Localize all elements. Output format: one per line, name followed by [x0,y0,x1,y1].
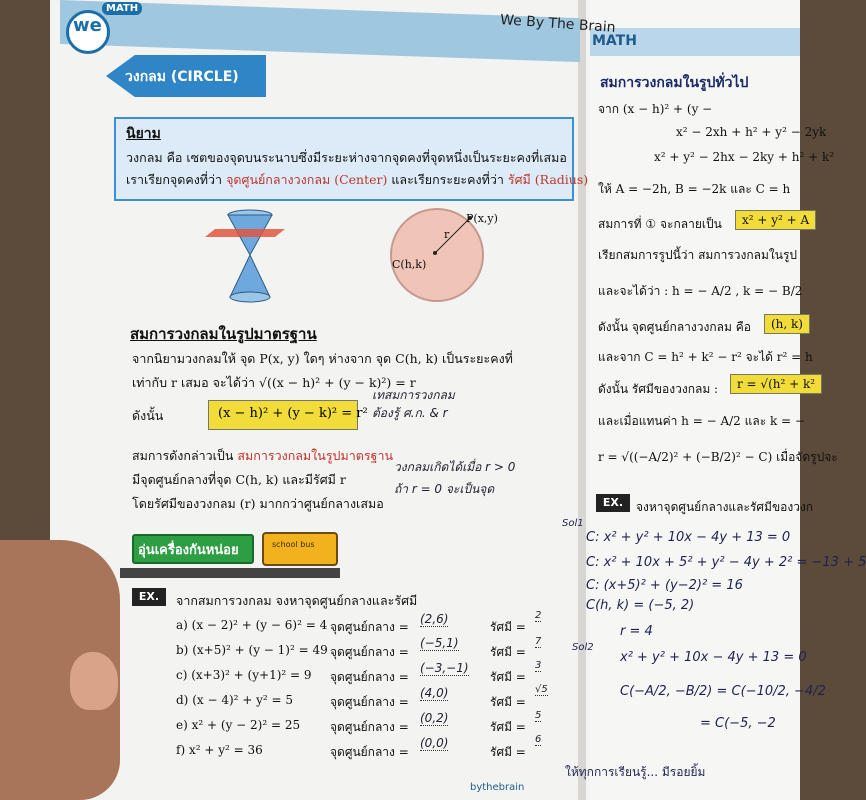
standard-form-line-1: จากนิยามวงกลมให้ จุด P(x, y) ใดๆ ห่างจาก จุด C(h, k) เป็นระยะคงที่ [132,351,513,366]
handwritten-work: C(−A/2, −B/2) = C(−10/2, −4/2 [620,684,826,699]
definition-radius-term: รัศมี (Radius) [507,172,589,187]
exercise-item: d) (x − 4)² + y² = 5 [176,693,294,707]
standard-note-1 [132,446,393,466]
handwritten-note-2: ต้องรู้ ศ.ก. & r [372,406,448,420]
standard-note-1b: สมการวงกลมในรูปมาตรฐาน [237,448,394,463]
radius-answer: 6 [535,734,542,745]
radius-answer: 2 [535,610,542,621]
center-field-label: จุดศูนย์กลาง = [330,720,409,734]
exercise-item: f) x² + y² = 36 [176,743,263,757]
warmup-label: อุ่นเครื่องกันหน่อย [138,543,239,558]
hand-margin: Sol1 [562,518,584,529]
radius-field-label: รัศมี = [490,695,526,709]
general-form-title: สมการวงกลมในรูปทั่วไป [600,75,749,91]
definition-center-term: จุดศูนย์กลางวงกลม (Center) [226,172,388,187]
general-form-line: r = √((−A/2)² + (−B/2)² − C) เมื่อจัดรูปจะ [598,450,838,464]
center-field-label: จุดศูนย์กลาง = [330,645,409,659]
general-form-box: x² + y² + A [735,210,816,230]
radius-field-label: รัศมี = [490,645,526,659]
double-cone-figure [205,205,295,305]
standard-form-line-2: เท่ากับ r เสมอ จะได้ว่า √((x − h)² + (y − k)²) = r [132,375,416,390]
general-form-line: ให้ A = −2h, B = −2k และ C = h [598,182,791,196]
radius-answer: 3 [535,660,542,671]
right-page-tag: MATH [592,33,637,49]
radius-box: r = √(h² + k² [730,374,822,394]
handwritten-work: C(h, k) = (−5, 2) [586,598,695,613]
school-bus-icon [262,532,338,566]
center-label: C(h,k) [392,258,427,271]
radius-field-label: รัศมี = [490,720,526,734]
right-footer: ให้ทุกการเรียนรู้... มีรอยยิ้ม [565,765,706,779]
section-banner-text: วงกลม (CIRCLE) [125,69,239,85]
exercise-item: c) (x+3)² + (y+1)² = 9 [176,668,312,682]
center-answer: (0,0) [420,736,449,750]
exercise-prompt: จากสมการวงกลม จงหาจุดศูนย์กลางและรัศมี [176,593,418,608]
general-form-line: x² + y² − 2hx − 2ky + h² + k² [654,150,835,164]
general-form-line: และจาก C = h² + k² − r² จะได้ r² = h [598,350,813,364]
center-answer: (4,0) [420,686,449,700]
general-form-line: ดังนั้น รัศมีของวงกลม : [598,382,719,396]
standard-note-1a: สมการดังกล่าวเป็น [132,448,234,463]
radius-answer: 7 [535,636,542,647]
center-answer: (0,2) [420,711,449,725]
general-form-line: สมการที่ ① จะกลายเป็น [598,217,722,231]
definition-line-1: วงกลม คือ เซตของจุดบนระนาบซึ่งมีระยะห่างจากจุดคงที่จุดหนึ่งเป็นระยะคงที่เสมอ [126,150,567,165]
road-graphic [120,568,340,578]
general-form-line: และจะได้ว่า : h = − A/2 , k = − B/2 [598,284,803,298]
book-spine [578,0,586,800]
exercise-badge: EX. [132,588,166,606]
definition-text-b: และเรียกระยะคงที่ว่า [391,172,504,187]
handwritten-work: = C(−5, −2 [700,716,776,731]
radius-field-label: รัศมี = [490,745,526,759]
bus-text: school bus [272,540,315,549]
standard-form-title: สมการวงกลมในรูปมาตรฐาน [130,325,317,343]
general-form-line: และเมื่อแทนค่า h = − A/2 และ k = − [598,414,805,428]
center-answer: (−3,−1) [420,661,469,675]
brand-logo-tag: MATH [102,2,142,15]
right-exercise-badge: EX. [596,494,630,512]
standard-note-2: มีจุดศูนย์กลางที่จุด C(h, k) และมีรัศมี r [132,472,346,487]
exercise-item: e) x² + (y − 2)² = 25 [176,718,301,732]
general-form-line: x² − 2xh + h² + y² − 2yk [676,125,827,139]
radius-field-label: รัศมี = [490,670,526,684]
radius-answer: 5 [535,710,542,721]
thumb-nail [70,652,118,710]
brand-logo-text: we [73,15,102,36]
definition-text-a: เราเรียกจุดคงที่ว่า [126,172,223,187]
definition-line-2 [126,170,588,190]
handwritten-note-3: วงกลมเกิดได้เมื่อ r > 0 [394,460,516,474]
definition-title: นิยาม [126,126,161,142]
exercise-item: a) (x − 2)² + (y − 6)² = 4 [176,618,328,632]
general-form-line: ดังนั้น จุดศูนย์กลางวงกลม คือ [598,320,751,334]
standard-equation: (x − h)² + (y − k)² = r² [218,406,368,421]
center-answer: (−5,1) [420,636,459,650]
hand-margin: Sol2 [572,642,594,653]
radius-answer: √5 [535,684,548,695]
handwritten-work: r = 4 [620,624,653,639]
center-field-label: จุดศูนย์กลาง = [330,670,409,684]
running-title: We By The Brain [499,11,617,37]
right-exercise-prompt: จงหาจุดศูนย์กลางและรัศมีของวงก [636,500,814,514]
radius-label: r [444,228,450,241]
handwritten-note-1: เทสมการวงกลม [372,388,455,402]
general-form-line: จาก (x − h)² + (y − [598,102,713,116]
center-field-label: จุดศูนย์กลาง = [330,620,409,634]
handwritten-work: C: x² + y² + 10x − 4y + 13 = 0 [586,530,791,545]
left-footer: bythebrain [470,782,525,793]
radius-field-label: รัศมี = [490,620,526,634]
center-answer: (2,6) [420,612,449,626]
center-field-label: จุดศูนย์กลาง = [330,695,409,709]
right-page [580,0,803,800]
handwritten-work: x² + y² + 10x − 4y + 13 = 0 [620,650,807,665]
center-field-label: จุดศูนย์กลาง = [330,745,409,759]
handwritten-note-4: ถ้า r = 0 จะเป็นจุด [394,482,495,496]
center-box: (h, k) [764,314,810,334]
general-form-line: เรียกสมการรูปนี้ว่า สมการวงกลมในรูป [598,248,798,262]
handwritten-work: C: (x+5)² + (y−2)² = 16 [586,578,743,593]
standard-note-3: โดยรัศมีของวงกลม (r) มากกว่าศูนย์กลางเสมอ [132,496,384,511]
exercise-item: b) (x+5)² + (y − 1)² = 49 [176,643,328,657]
point-label: P(x,y) [466,212,498,225]
therefore-label: ดังนั้น [132,408,164,423]
handwritten-work: C: x² + 10x + 5² + y² − 4y + 2² = −13 + 5 [586,555,866,570]
